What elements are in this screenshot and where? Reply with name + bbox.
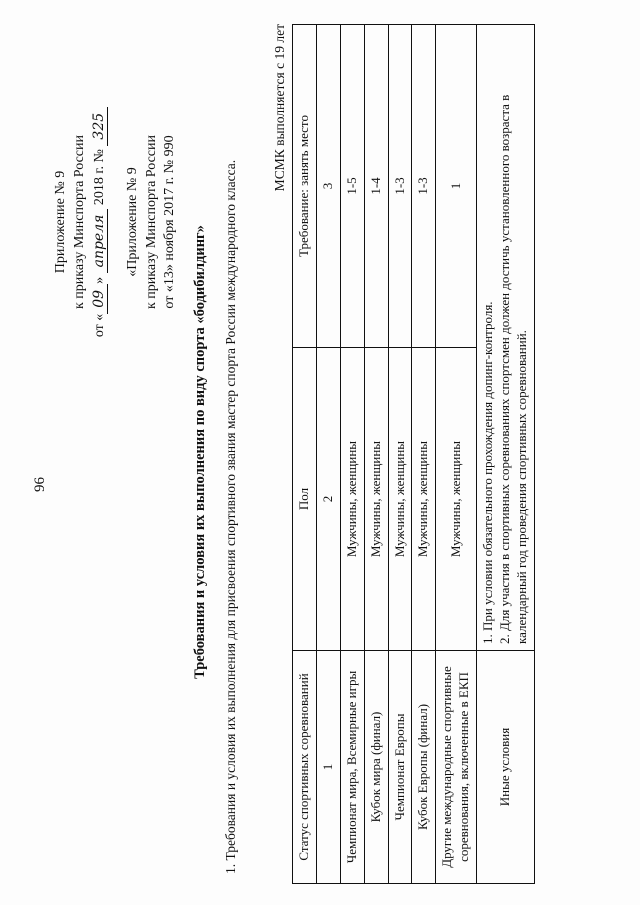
other-conditions-label: Иные условия	[477, 651, 535, 884]
annex-old-line1: «Приложение № 9	[124, 167, 140, 277]
date-number: 325	[91, 107, 108, 146]
other-conditions-text	[477, 25, 535, 651]
annex-old-line2: к приказу Минспорта России	[143, 135, 159, 309]
date-mid: »	[91, 276, 107, 284]
rotated-content	[10, 12, 630, 892]
table-row	[436, 25, 477, 884]
requirements-table	[292, 24, 535, 884]
table-header-row	[293, 25, 317, 884]
annex-block	[52, 52, 180, 392]
condition-item: 1. При условии обязательного прохождения допинг-контроля.	[480, 301, 496, 644]
status-cell: Чемпионат Европы	[388, 651, 412, 884]
place-cell: 1-3	[388, 25, 412, 348]
annex-old-line3: от «13» ноября 2017 г. № 990	[162, 135, 178, 309]
annex-new-date	[90, 52, 110, 392]
column-number: 3	[316, 25, 340, 348]
annex-new-line1: Приложение № 9	[53, 170, 68, 274]
gender-cell: Мужчины, женщины	[412, 348, 436, 651]
column-number: 1	[316, 651, 340, 884]
place-cell: 1-5	[340, 25, 364, 348]
date-day: 09	[91, 284, 108, 314]
gender-cell: Мужчины, женщины	[436, 348, 477, 651]
intro-paragraph: 1. Требования и условия их выполнения для присвоения спортивного звания мастер спорта России международного класса.	[223, 159, 238, 874]
place-cell: 1-4	[364, 25, 388, 348]
gender-cell: Мужчины, женщины	[388, 348, 412, 651]
table-row	[412, 25, 436, 884]
header-place: Требование: занять место	[293, 25, 317, 348]
table-number-row	[316, 25, 340, 884]
place-cell: 1-3	[412, 25, 436, 348]
status-cell: Кубок мира (финал)	[364, 651, 388, 884]
condition-item: 2. Для участия в спортивных соревнованиях спортсмен должен достичь установленного возраста в календарный год проведения спортивных соревнований.	[497, 94, 529, 644]
table-row	[340, 25, 364, 884]
document-title: Требования и условия их выполнения по виду спорта «бодибилдинг»	[192, 225, 208, 679]
status-cell: Чемпионат мира, Всемирные игры	[340, 651, 364, 884]
place-cell: 1	[436, 25, 477, 348]
gender-cell: Мужчины, женщины	[340, 348, 364, 651]
status-cell: Другие международные спортивные соревнования, включенные в ЕКП	[436, 651, 477, 884]
date-prefix: от «	[91, 313, 107, 338]
date-year: 2018 г. №	[91, 149, 107, 206]
header-gender: Пол	[293, 348, 317, 651]
page-number: 96	[32, 477, 48, 492]
header-status: Статус спортивных соревнований	[293, 651, 317, 884]
table-row-other-conditions	[477, 25, 535, 884]
status-cell: Кубок Европы (финал)	[412, 651, 436, 884]
table-row	[388, 25, 412, 884]
column-number: 2	[316, 348, 340, 651]
gender-cell: Мужчины, женщины	[364, 348, 388, 651]
date-month: апреля	[91, 209, 108, 274]
table-row	[364, 25, 388, 884]
age-note: МСМК выполняется с 19 лет	[272, 24, 287, 192]
annex-new-line2: к приказу Минспорта России	[71, 135, 87, 309]
